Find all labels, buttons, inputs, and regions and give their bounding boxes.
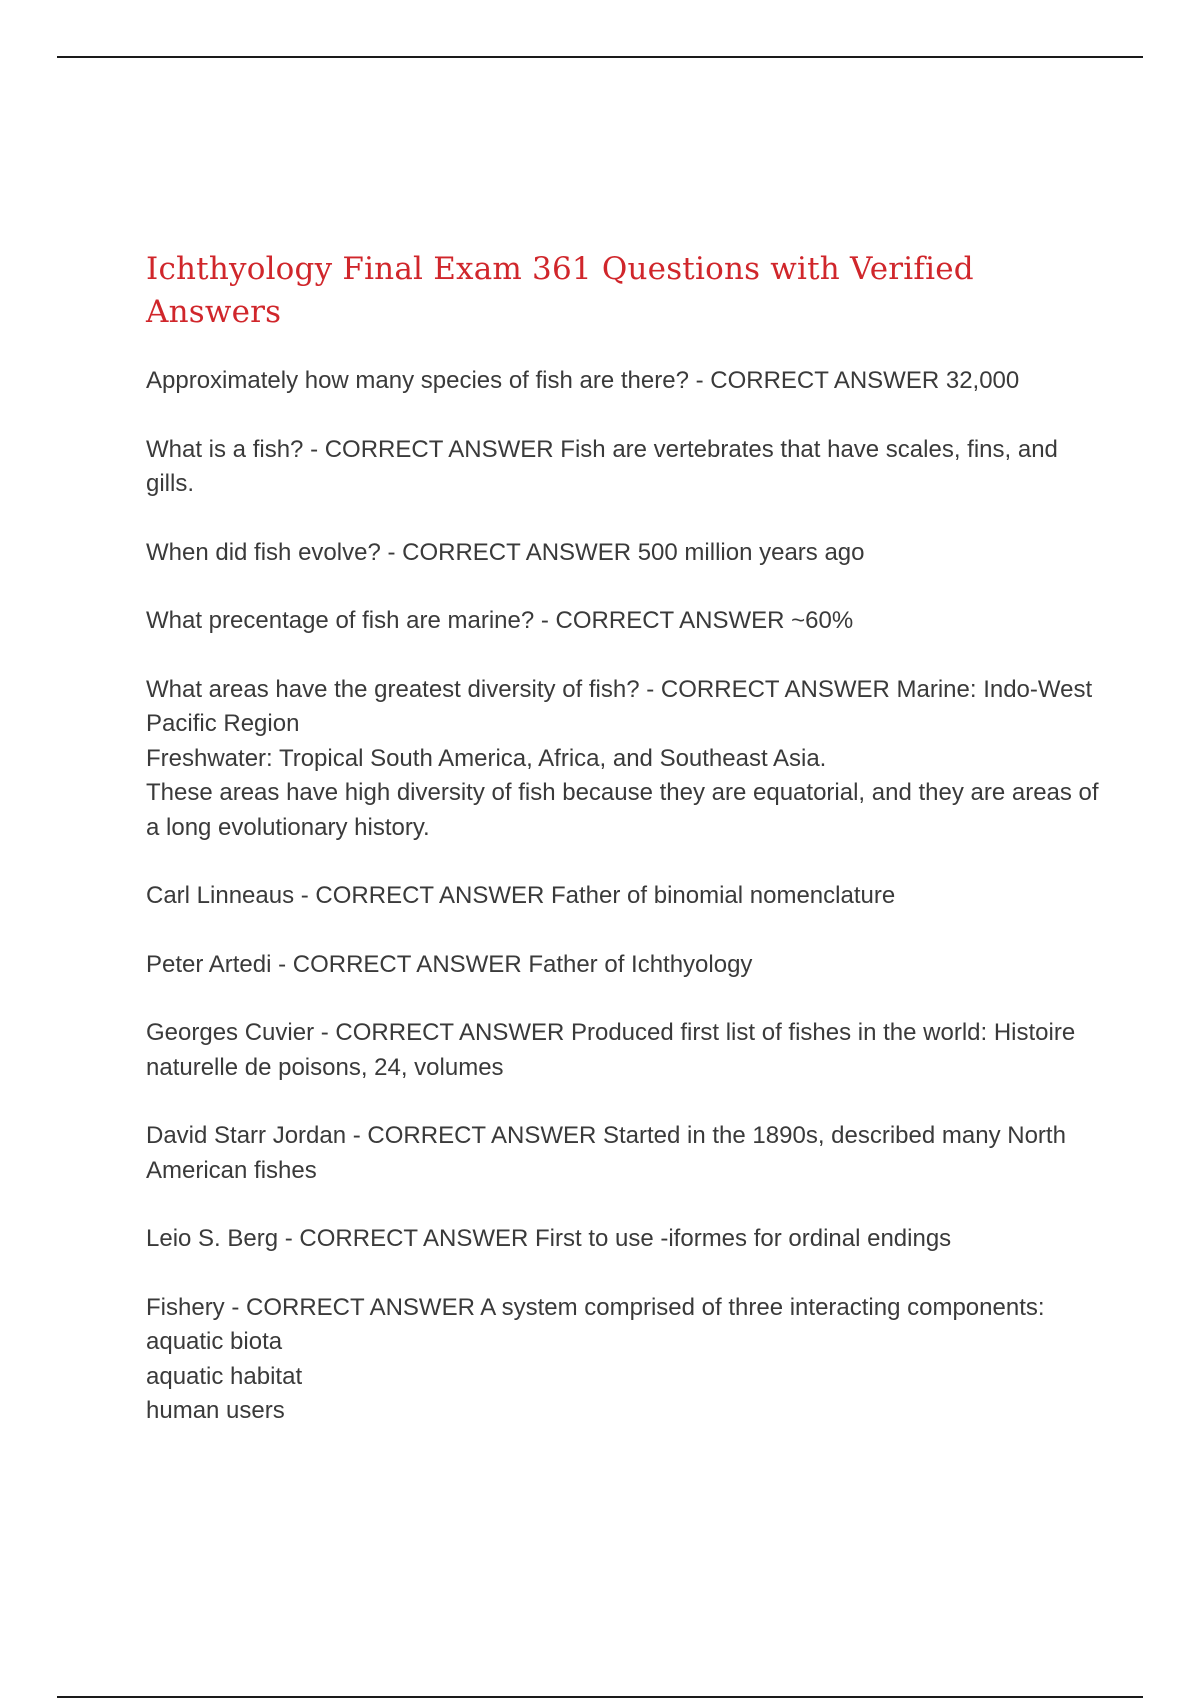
qa-entry xyxy=(146,364,1106,399)
qa-text: What is a fish? - CORRECT ANSWER Fish are vertebrates that have scales, fins, and gills. xyxy=(146,435,1058,497)
qa-text: Peter Artedi - CORRECT ANSWER Father of Ichthyology xyxy=(146,950,753,978)
qa-entry xyxy=(146,1016,1106,1085)
qa-text: When did fish evolve? - CORRECT ANSWER 500 million years ago xyxy=(146,538,865,566)
qa-text: aquatic biota xyxy=(146,1328,283,1355)
qa-entry xyxy=(146,1119,1106,1188)
qa-entry xyxy=(146,433,1106,502)
qa-entry xyxy=(146,879,1106,914)
footer-rule xyxy=(57,1696,1143,1698)
qa-text: What areas have the greatest diversity of fish? - CORRECT ANSWER Marine: Indo-West Pacific Region xyxy=(146,675,1093,737)
qa-text: These areas have high diversity of fish because they are equatorial, and they are areas of a long evolutionary history. xyxy=(146,779,1099,841)
qa-text: human users xyxy=(146,1397,285,1424)
qa-entry xyxy=(146,1222,1106,1257)
qa-text: What precentage of fish are marine? - CORRECT ANSWER ~60% xyxy=(146,607,854,634)
header-rule xyxy=(57,56,1143,58)
qa-entry xyxy=(146,1291,1106,1429)
qa-entry xyxy=(146,673,1106,846)
qa-text: Fishery - CORRECT ANSWER A system comprised of three interacting components: xyxy=(146,1293,1045,1321)
qa-text: David Starr Jordan - CORRECT ANSWER Started in the 1890s, described many North American fishes xyxy=(146,1122,1066,1184)
qa-entry xyxy=(146,604,1106,639)
document-body xyxy=(146,248,1106,1463)
qa-text: Freshwater: Tropical South America, Africa, and Southeast Asia. xyxy=(146,744,827,772)
qa-text: Leio S. Berg - CORRECT ANSWER First to use -iformes for ordinal endings xyxy=(146,1225,952,1252)
qa-text: aquatic habitat xyxy=(146,1362,303,1390)
qa-text: Georges Cuvier - CORRECT ANSWER Produced first list of fishes in the world: Histoire naturelle de poisons, 24, volumes xyxy=(146,1019,1076,1081)
qa-text: Approximately how many species of fish are there? - CORRECT ANSWER 32,000 xyxy=(146,367,1020,394)
qa-entry xyxy=(146,536,1106,571)
qa-text: Carl Linneaus - CORRECT ANSWER Father of binomial nomenclature xyxy=(146,882,896,909)
qa-entry xyxy=(146,948,1106,983)
document-title: Ichthyology Final Exam 361 Questions with Verified Answers xyxy=(146,251,974,330)
